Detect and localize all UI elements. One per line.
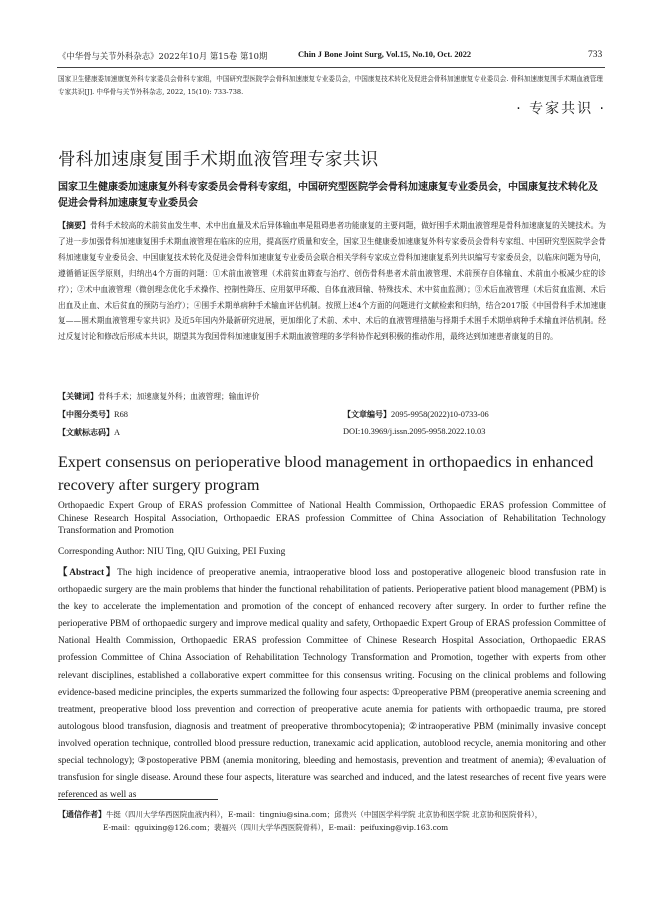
footnote-line2: E-mail：qguixing@126.com；裴福兴（四川大学华西医院骨科），E-mail：peifuxing@vip.163.com [103,822,449,832]
meta-row-1 [58,409,606,420]
article-no-label: 【文章编号】 [343,410,391,419]
authors-cn: 国家卫生健康委加速康复外科专家委员会骨科专家组，中国研究型医院学会骨科加速康复专业委员会，中国康复技术转化及促进会骨科加速康复专业委员会 [58,182,598,209]
doc-code-value: A [114,428,121,437]
page-number: 733 [588,50,603,60]
footnote-line1: 牛挺（四川大学华西医院血液内科），E-mail：tingniu@sina.com；邱贵兴（中国医学科学院 北京协和医学院 北京协和医院骨科）， [106,810,543,819]
footnote-rule [58,799,218,800]
abstract-cn [58,218,606,345]
authors-en: Orthopaedic Expert Group of ERAS profession Committee of National Health Commission, Orthopaedic ERAS profession Committee of Chinese Research Hospital Association, Orthopaedic ERAS profession Committee of China Association of Rehabilitation Technology Transformation and Promotion [58,501,606,537]
citation: 国家卫生健康委加速康复外科专家委员会骨科专家组，中国研究型医院学会骨科加速康复专业委员会，中国康复技术转化及促进会骨科加速康复专业委员会. 骨科加速康复围手术期血液管理专家共识[J]. 中华骨与关节外科杂志, 2022, 15(10): 733-738. [58,75,603,96]
corresponding-author-en: Corresponding Author: NIU Ting, QIU Guixing, PEI Fuxing [58,547,286,557]
header-rule [57,67,605,68]
abstract-cn-text: 骨科手术较高的术前贫血发生率、术中出血量及术后异体输血率是阻碍患者功能康复的主要问题，做好围手术期血液管理是骨科加速康复的关键技术。为了进一步加强骨科加速康复围手术期血液管理在临床的应用，提高医疗质量和安全，国家卫生健康委加速康复外科专家委员会骨科专家组、中国研究型医院学会骨科加速康复专业委员会、中国康复技术转化及促进会骨科加速康复专业委员会联合相关学科专家成立骨科加速康复系列共识编写专家委员会，以临床问题为导向，遵循循证医学原则，归纳出4个方面的问题：①术前血液管理（术前贫血筛查与治疗、创伤骨科患者术前血液管理、术前预存自体输血、术前血小板减少症的诊疗）；②术中血液管理（微创理念优化手术操作、控制性降压、应用氨甲环酸、自体血液回输、特殊技术、术中贫血监测）；③术后血液管理（术后贫血监测、术后出血及止血、术后贫血的预防与治疗）；④围手术期单病种手术输血评估机制。按照上述4个方面的问题进行文献检索和归纳，结合2017版《中国骨科手术加速康复——围术期血液管理专家共识》及近5年国内外最新研究进展，更加细化了术前、术中、术后的血液管理措施与择期手术围手术期单病种手术输血评估机制。经过反复讨论和修改后形成本共识，期望其为我国骨科加速康复围手术期血液管理的多学科协作起到积极的推动作用，最终达到加速患者康复的目的。 [58,221,606,342]
abstract-en-label: 【Abstract】 [58,568,118,578]
title-cn: 骨科加速康复围手术期血液管理专家共识 [58,150,379,170]
abstract-cn-label: 【摘要】 [58,221,91,230]
journal-header-en: Chin J Bone Joint Surg, Vol.15, No.10, Oct. 2022 [298,50,472,59]
footnote-label: 【通信作者】 [58,810,106,819]
keywords-cn [58,391,606,402]
footnote [58,809,606,834]
title-en: Expert consensus on perioperative blood management in orthopaedics in enhanced recovery after surgery program [58,453,594,494]
keywords-cn-text: 骨科手术；加速康复外科；血液管理；输血评价 [98,392,260,401]
section-tag: · 专家共识 · [516,101,606,117]
journal-header-cn: 《中华骨与关节外科杂志》2022年10月 第15卷 第10期 [58,51,268,61]
abstract-en-text: The high incidence of preoperative anemia, intraoperative blood loss and postoperative allogeneic blood transfusion rate in orthopaedic surgery are the main problems that hinder the functional rehabilitation of patients. Perioperative patient blood management (PBM) is the key to accelerate the implementation and promotion of the concept of enhanced recovery after surgery. In order to further refine the perioperative PBM of orthopaedic surgery and improve medical quality and safety, Orthopaedic Expert Group of ERAS profession Committee of National Health Commission, Orthopaedic ERAS profession Committee of Chinese Research Hospital Association, Orthopaedic ERAS profession Committee of China Association of Rehabilitation Technology Transformation and Promotion, together with experts from other relevant disciplines, established a collaborative expert committee for this consensus writing. Focusing on the clinical problems and following evidence-based medicine principles, the experts summarized the following four aspects: ①preoperative PBM (preoperative anemia screening and treatment, preoperative blood loss prevention and correction of preoperative acute anemia for patients with orthopaedic trauma, pre stored autologous blood transfusion, diagnosis and treatment of preoperative thrombocytopenia); ②intraoperative PBM (minimally invasive concept involved operation technique, controlled blood pressure reduction, tranexamic acid application, autoblood recycle, anemia monitoring and other special technology); ③postoperative PBM (anemia monitoring, bleeding and hemostasis, prevention and treatment of anemia); ④evaluation of transfusion for single disease. Around these four aspects, literature was searched and induced, and the latest researches of recent five years were referenced as well as [58,568,606,801]
doi: DOI:10.3969/j.issn.2095-9958.2022.10.03 [343,427,486,436]
keywords-cn-label: 【关键词】 [58,392,98,401]
meta-row-2 [58,427,606,438]
article-no-value: 2095-9958(2022)10-0733-06 [391,410,489,419]
doc-code-label: 【文献标志码】 [58,428,114,437]
abstract-en [58,565,606,804]
clc-label: 【中图分类号】 [58,410,114,419]
clc-value: R68 [114,410,128,419]
